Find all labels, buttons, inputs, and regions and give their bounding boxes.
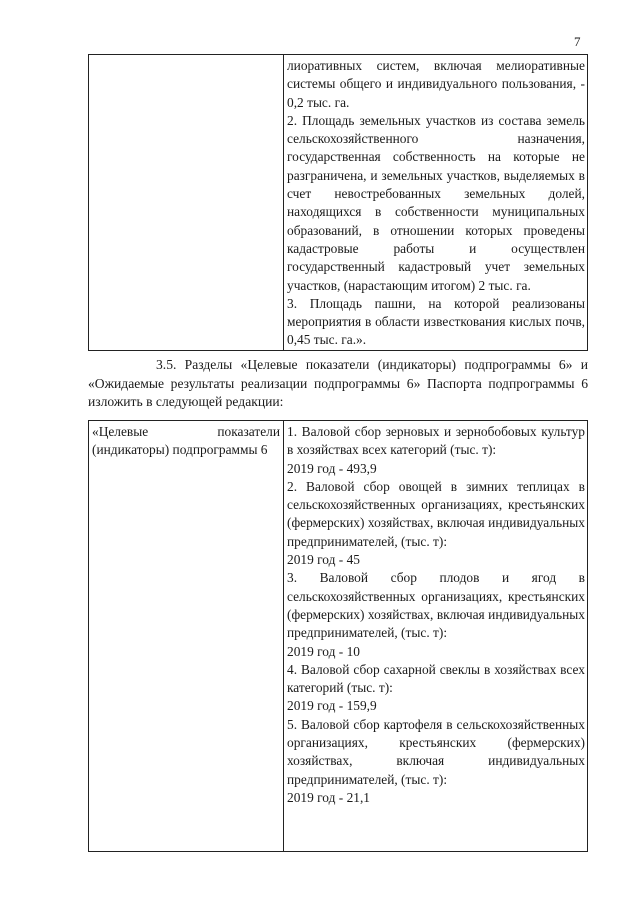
land-plots-indicator: 2. Площадь земельных участков из состава земель сельскохозяйственного назначения, государственная собственность на которые не разграничена, и земельных участков, выделяемых в счет невостребованных земельных долей, находящихся в собственности муниципальных образований, в отношении которых проведены кадастровые работы и осуществлен государственный кадастровый учет земельных участков, (нарастающим итогом) 2 тыс. га. — [287, 112, 585, 293]
indicator-fruits-text: 3. Валовой сбор плодов и ягод в сельскохозяйственных организациях, крестьянских (фермерских) хозяйствах, включая индивидуальных предпринимателей, (тыс. т): — [287, 570, 585, 641]
indicators-heading: «Целевые показатели (индикаторы) подпрограммы 6 — [92, 424, 280, 457]
indicator-sugar-beet-text: 4. Валовой сбор сахарной свеклы в хозяйствах всех категорий (тыс. т): — [287, 661, 585, 696]
indicator-sugar-beet-value: 2019 год - 159,9 — [287, 698, 377, 714]
continuation-table-left-cell — [89, 55, 284, 351]
page-number: 7 — [574, 34, 581, 49]
indicators-table-right-cell — [284, 421, 588, 852]
indicator-vegetables-text: 2. Валовой сбор овощей в зимних теплицах в сельскохозяйственных организациях, крестьянских (фермерских) хозяйствах, включая индивидуальных предпринимателей, (тыс. т): — [287, 478, 585, 549]
section-paragraph: 3.5. Разделы «Целевые показатели (индикаторы) подпрограммы 6» и «Ожидаемые результаты реализации подпрограммы 6» Паспорта подпрограммы 6 изложить в следующей редакции: — [88, 357, 588, 410]
indicators-table — [88, 420, 588, 852]
indicator-potato-text: 5. Валовой сбор картофеля в сельскохозяйственных организациях, крестьянских (фермерских) хозяйствах, включая индивидуальных предпринимателей, (тыс. т): — [287, 716, 585, 787]
indicator-vegetables-value: 2019 год - 45 — [287, 552, 360, 568]
indicator-fruits-value: 2019 год - 10 — [287, 643, 360, 659]
indicator-grain-value: 2019 год - 493,9 — [287, 460, 377, 476]
continuation-table — [88, 54, 588, 351]
liming-indicator: 3. Площадь пашни, на которой реализованы мероприятия в области известкования кислых почв, 0,45 тыс. га.». — [287, 295, 585, 348]
indicator-potato-value: 2019 год - 21,1 — [287, 789, 370, 805]
indicator-grain-text: 1. Валовой сбор зерновых и зернобобовых культур в хозяйствах всех категорий (тыс. т): — [287, 424, 585, 458]
melioration-text: лиоративных систем, включая мелиоративные системы общего и индивидуального пользования, - 0,2 тыс. га. — [287, 58, 585, 110]
continuation-table-right-cell — [284, 55, 588, 351]
indicators-table-left-cell — [89, 421, 284, 852]
